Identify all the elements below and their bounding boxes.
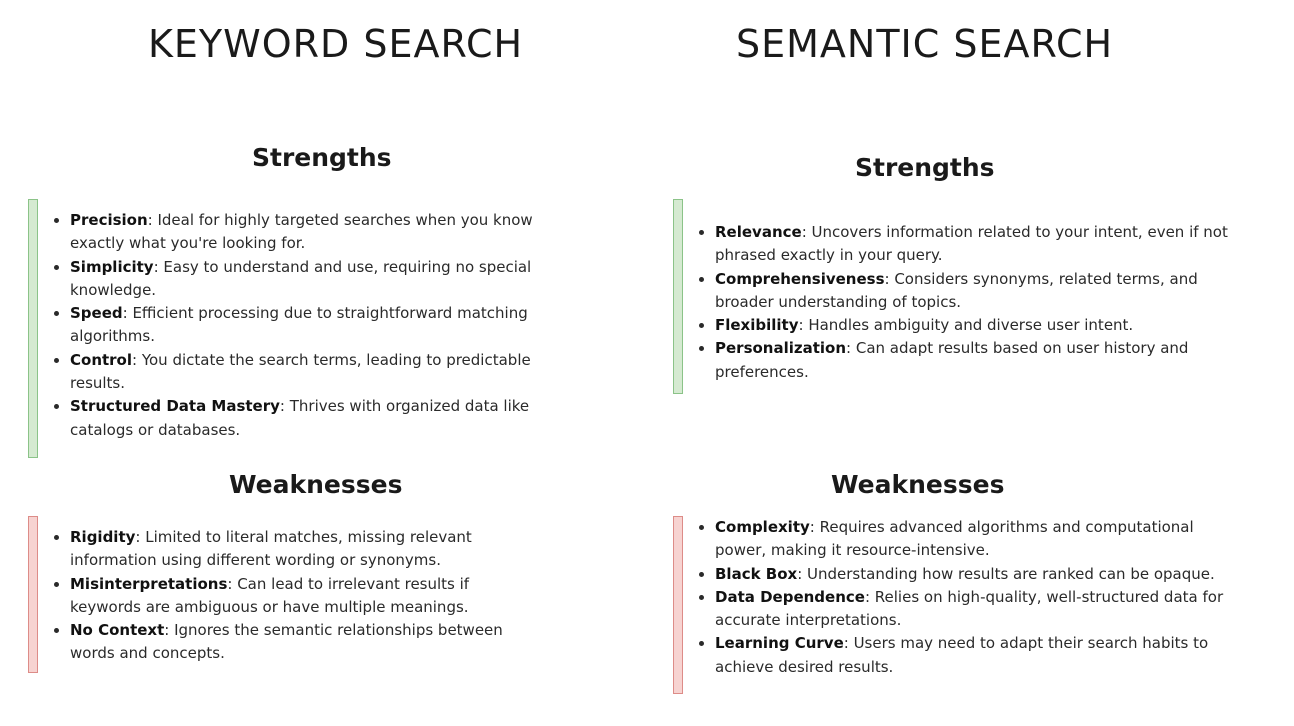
keyword-weaknesses-card [28, 516, 548, 673]
list-item-text: : Easy to understand and use, requiring no special knowledge. [70, 257, 532, 299]
semantic-strengths-list [697, 221, 1235, 384]
keyword-weaknesses-heading: Weaknesses [229, 470, 403, 499]
list-item-term: Comprehensiveness [715, 269, 885, 288]
list-item [715, 632, 1235, 679]
list-item-text: : Ignores the semantic relationships between words and concepts. [70, 621, 503, 663]
list-item-term: Relevance [715, 223, 802, 241]
list-item-text: : Ideal for highly targeted searches when you know exactly what you're looking for. [70, 211, 533, 253]
list-item-term: Speed [70, 304, 123, 323]
list-item-term: Simplicity [70, 257, 154, 276]
list-item [70, 302, 540, 349]
list-item [715, 314, 1235, 337]
list-item-term: Complexity [715, 518, 810, 536]
semantic-weaknesses-card [673, 516, 1258, 694]
list-item [70, 573, 530, 620]
list-item [70, 526, 530, 573]
list-item [715, 337, 1235, 384]
semantic-weaknesses-heading: Weaknesses [831, 470, 1005, 499]
list-item-text: : Can adapt results based on user history and preferences. [715, 339, 1189, 381]
list-item [715, 516, 1235, 563]
keyword-strengths-heading: Strengths [252, 143, 392, 172]
list-item-term: Learning Curve [715, 634, 844, 653]
list-item-text: : You dictate the search terms, leading to predictable results. [70, 350, 531, 393]
strength-accent-bar [673, 199, 683, 394]
list-item-text: : Handles ambiguity and diverse user intent. [798, 316, 1134, 335]
list-item-text: : Considers synonyms, related terms, and broader understanding of topics. [715, 269, 1198, 311]
list-item-term: Flexibility [715, 316, 799, 335]
semantic-strengths-heading: Strengths [855, 153, 995, 182]
keyword-strengths-card [28, 199, 548, 458]
list-item-term: No Context [70, 621, 165, 640]
list-item-text: : Relies on high-quality, well-structured data for accurate interpretations. [715, 587, 1224, 630]
keyword-search-title: KEYWORD SEARCH [148, 22, 524, 66]
list-item-term: Precision [70, 211, 148, 229]
list-item-text: : Thrives with organized data like catalogs or databases. [70, 397, 530, 439]
list-item [70, 349, 540, 396]
weakness-accent-bar [673, 516, 683, 694]
list-item-term: Black Box [715, 564, 798, 583]
strength-accent-bar [28, 199, 38, 458]
list-item-text: : Requires advanced algorithms and computational power, making it resource-intensive. [715, 518, 1194, 560]
list-item [70, 395, 540, 442]
list-item-text: : Understanding how results are ranked can be opaque. [797, 564, 1215, 583]
semantic-search-title: SEMANTIC SEARCH [736, 22, 1114, 66]
keyword-strengths-list [52, 209, 540, 442]
list-item-term: Data Dependence [715, 587, 865, 606]
weakness-accent-bar [28, 516, 38, 673]
list-item-term: Misinterpretations [70, 574, 228, 593]
list-item [715, 221, 1235, 268]
list-item-term: Structured Data Mastery [70, 397, 280, 416]
list-item-term: Control [70, 350, 133, 369]
list-item [715, 268, 1235, 315]
list-item-text: : Can lead to irrelevant results if keywords are ambiguous or have multiple meanings. [70, 574, 470, 616]
keyword-weaknesses-list [52, 526, 530, 666]
list-item-text: : Users may need to adapt their search habits to achieve desired results. [715, 634, 1209, 676]
list-item [70, 256, 540, 303]
list-item-text: : Efficient processing due to straightforward matching algorithms. [70, 304, 528, 346]
semantic-weaknesses-list [697, 516, 1235, 679]
semantic-strengths-card [673, 199, 1258, 394]
list-item-term: Rigidity [70, 528, 136, 546]
list-item [715, 586, 1235, 633]
list-item [70, 619, 530, 666]
list-item-term: Personalization [715, 339, 847, 358]
list-item-text: : Limited to literal matches, missing relevant information using different wording or synonyms. [70, 528, 472, 570]
list-item [70, 209, 540, 256]
list-item [715, 563, 1235, 586]
list-item-text: : Uncovers information related to your intent, even if not phrased exactly in your query. [715, 223, 1228, 265]
